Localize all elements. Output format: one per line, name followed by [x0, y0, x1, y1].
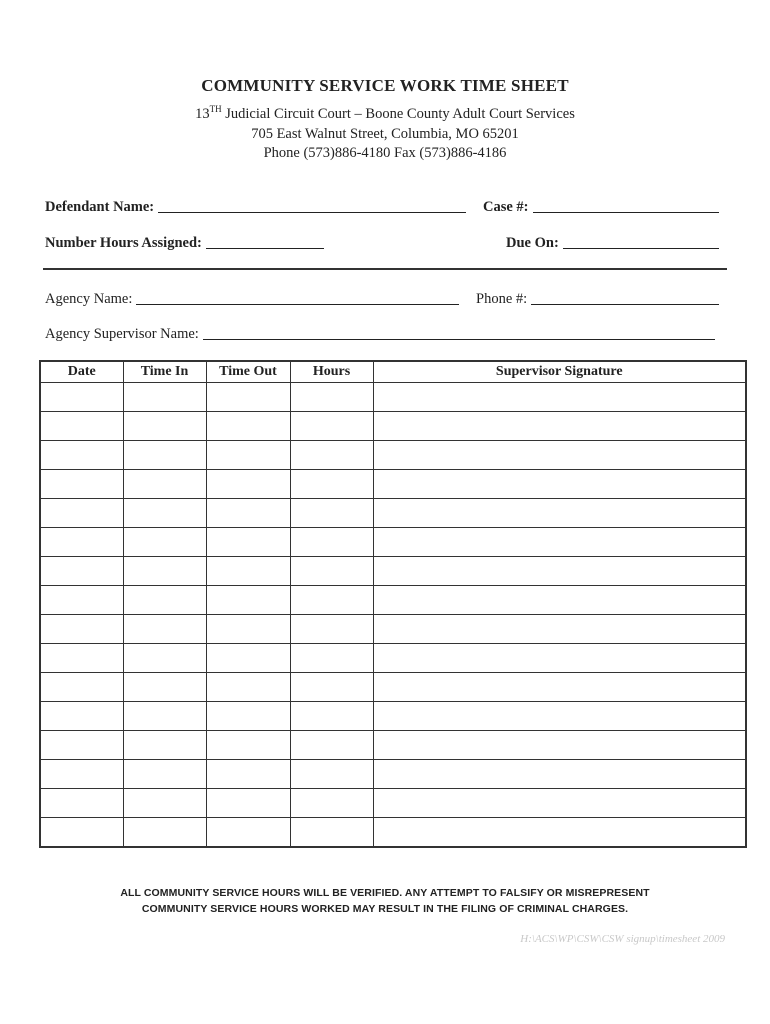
due-on-input[interactable]	[563, 234, 719, 249]
table-row	[40, 760, 746, 789]
table-row	[40, 818, 746, 848]
cell-supervisor-signature[interactable]	[373, 557, 746, 586]
column-header-hours: Hours	[290, 361, 373, 383]
cell-time-out[interactable]	[206, 441, 290, 470]
cell-supervisor-signature[interactable]	[373, 412, 746, 441]
cell-time-out[interactable]	[206, 528, 290, 557]
cell-date[interactable]	[40, 615, 123, 644]
cell-supervisor-signature[interactable]	[373, 615, 746, 644]
defendant-name-field	[45, 198, 466, 216]
table-row	[40, 441, 746, 470]
cell-date[interactable]	[40, 644, 123, 673]
cell-hours[interactable]	[290, 383, 373, 412]
cell-date[interactable]	[40, 528, 123, 557]
column-header-time-in: Time In	[123, 361, 206, 383]
hours-assigned-label: Number Hours Assigned:	[45, 235, 202, 251]
due-on-label: Due On:	[506, 235, 559, 251]
column-header-date: Date	[40, 361, 123, 383]
cell-time-out[interactable]	[206, 731, 290, 760]
court-name: Judicial Circuit Court – Boone County Adult Court Services	[221, 106, 575, 122]
cell-time-in[interactable]	[123, 615, 206, 644]
cell-time-out[interactable]	[206, 499, 290, 528]
agency-name-label: Agency Name:	[45, 291, 133, 307]
cell-supervisor-signature[interactable]	[373, 760, 746, 789]
cell-time-in[interactable]	[123, 470, 206, 499]
cell-date[interactable]	[40, 818, 123, 848]
agency-supervisor-input[interactable]	[203, 325, 715, 340]
agency-phone-field	[476, 290, 719, 308]
agency-name-field	[45, 290, 459, 308]
cell-supervisor-signature[interactable]	[373, 673, 746, 702]
cell-hours[interactable]	[290, 818, 373, 848]
court-address: 705 East Walnut Street, Columbia, MO 65201	[251, 126, 519, 142]
cell-supervisor-signature[interactable]	[373, 528, 746, 557]
section-divider	[43, 268, 727, 270]
cell-supervisor-signature[interactable]	[373, 499, 746, 528]
table-row	[40, 702, 746, 731]
cell-time-out[interactable]	[206, 586, 290, 615]
cell-time-out[interactable]	[206, 789, 290, 818]
cell-time-in[interactable]	[123, 760, 206, 789]
cell-hours[interactable]	[290, 528, 373, 557]
table-row	[40, 470, 746, 499]
agency-supervisor-label: Agency Supervisor Name:	[45, 326, 199, 342]
cell-hours[interactable]	[290, 615, 373, 644]
table-row	[40, 615, 746, 644]
agency-name-input[interactable]	[136, 290, 459, 305]
table-row	[40, 383, 746, 412]
cell-hours[interactable]	[290, 760, 373, 789]
cell-time-out[interactable]	[206, 673, 290, 702]
cell-date[interactable]	[40, 499, 123, 528]
cell-hours[interactable]	[290, 412, 373, 441]
cell-date[interactable]	[40, 412, 123, 441]
cell-hours[interactable]	[290, 702, 373, 731]
cell-hours[interactable]	[290, 789, 373, 818]
cell-time-in[interactable]	[123, 731, 206, 760]
cell-time-in[interactable]	[123, 557, 206, 586]
cell-time-in[interactable]	[123, 499, 206, 528]
table-row	[40, 528, 746, 557]
court-ordinal: 13	[195, 106, 210, 122]
cell-hours[interactable]	[290, 673, 373, 702]
cell-date[interactable]	[40, 760, 123, 789]
agency-supervisor-field	[45, 325, 715, 343]
cell-supervisor-signature[interactable]	[373, 789, 746, 818]
cell-supervisor-signature[interactable]	[373, 818, 746, 848]
table-row	[40, 789, 746, 818]
cell-date[interactable]	[40, 441, 123, 470]
case-number-label: Case #:	[483, 199, 529, 215]
time-log-body	[40, 383, 746, 848]
cell-time-out[interactable]	[206, 470, 290, 499]
cell-time-out[interactable]	[206, 644, 290, 673]
cell-hours[interactable]	[290, 470, 373, 499]
cell-time-in[interactable]	[123, 383, 206, 412]
cell-supervisor-signature[interactable]	[373, 441, 746, 470]
court-line	[0, 106, 770, 123]
cell-supervisor-signature[interactable]	[373, 470, 746, 499]
cell-hours[interactable]	[290, 499, 373, 528]
hours-assigned-input[interactable]	[206, 234, 324, 249]
warning-line-1: ALL COMMUNITY SERVICE HOURS WILL BE VERIFIED. ANY ATTEMPT TO FALSIFY OR MISREPRESENT	[120, 887, 650, 899]
cell-supervisor-signature[interactable]	[373, 702, 746, 731]
agency-phone-label: Phone #:	[476, 291, 528, 307]
court-ordinal-suffix: TH	[209, 104, 222, 114]
file-path-watermark: H:\ACS\WP\CSW\CSW signup\timesheet 2009	[520, 933, 725, 945]
cell-hours[interactable]	[290, 731, 373, 760]
due-on-field	[506, 234, 719, 252]
cell-time-in[interactable]	[123, 586, 206, 615]
court-phone-fax: Phone (573)886-4180 Fax (573)886-4186	[263, 145, 507, 161]
cell-date[interactable]	[40, 702, 123, 731]
table-row	[40, 557, 746, 586]
cell-hours[interactable]	[290, 557, 373, 586]
table-row	[40, 673, 746, 702]
cell-hours[interactable]	[290, 644, 373, 673]
table-row	[40, 412, 746, 441]
cell-supervisor-signature[interactable]	[373, 586, 746, 615]
cell-date[interactable]	[40, 470, 123, 499]
cell-date[interactable]	[40, 383, 123, 412]
cell-time-in[interactable]	[123, 702, 206, 731]
table-row	[40, 586, 746, 615]
column-header-supervisor-signature: Supervisor Signature	[373, 361, 746, 383]
time-log-table	[39, 360, 747, 848]
cell-time-in[interactable]	[123, 789, 206, 818]
agency-phone-input[interactable]	[531, 290, 719, 305]
cell-supervisor-signature[interactable]	[373, 383, 746, 412]
defendant-name-input[interactable]	[158, 198, 466, 213]
table-row	[40, 731, 746, 760]
cell-date[interactable]	[40, 673, 123, 702]
hours-assigned-field	[45, 234, 324, 252]
cell-time-in[interactable]	[123, 818, 206, 848]
cell-time-out[interactable]	[206, 557, 290, 586]
cell-time-in[interactable]	[123, 528, 206, 557]
cell-time-out[interactable]	[206, 818, 290, 848]
table-header-row	[40, 361, 746, 383]
cell-supervisor-signature[interactable]	[373, 644, 746, 673]
defendant-name-label: Defendant Name:	[45, 199, 155, 215]
table-row	[40, 644, 746, 673]
page-title: COMMUNITY SERVICE WORK TIME SHEET	[201, 76, 569, 95]
cell-time-in[interactable]	[123, 673, 206, 702]
cell-date[interactable]	[40, 731, 123, 760]
cell-date[interactable]	[40, 557, 123, 586]
cell-time-out[interactable]	[206, 702, 290, 731]
warning-line-2: COMMUNITY SERVICE HOURS WORKED MAY RESULT IN THE FILING OF CRIMINAL CHARGES.	[141, 903, 629, 915]
cell-time-in[interactable]	[123, 412, 206, 441]
cell-date[interactable]	[40, 586, 123, 615]
table-row	[40, 499, 746, 528]
case-number-field	[483, 198, 719, 216]
cell-time-in[interactable]	[123, 441, 206, 470]
cell-supervisor-signature[interactable]	[373, 731, 746, 760]
cell-date[interactable]	[40, 789, 123, 818]
cell-time-in[interactable]	[123, 644, 206, 673]
cell-hours[interactable]	[290, 441, 373, 470]
cell-time-out[interactable]	[206, 412, 290, 441]
case-number-input[interactable]	[533, 198, 719, 213]
cell-time-out[interactable]	[206, 615, 290, 644]
column-header-time-out: Time Out	[206, 361, 290, 383]
cell-hours[interactable]	[290, 586, 373, 615]
cell-time-out[interactable]	[206, 760, 290, 789]
cell-time-out[interactable]	[206, 383, 290, 412]
